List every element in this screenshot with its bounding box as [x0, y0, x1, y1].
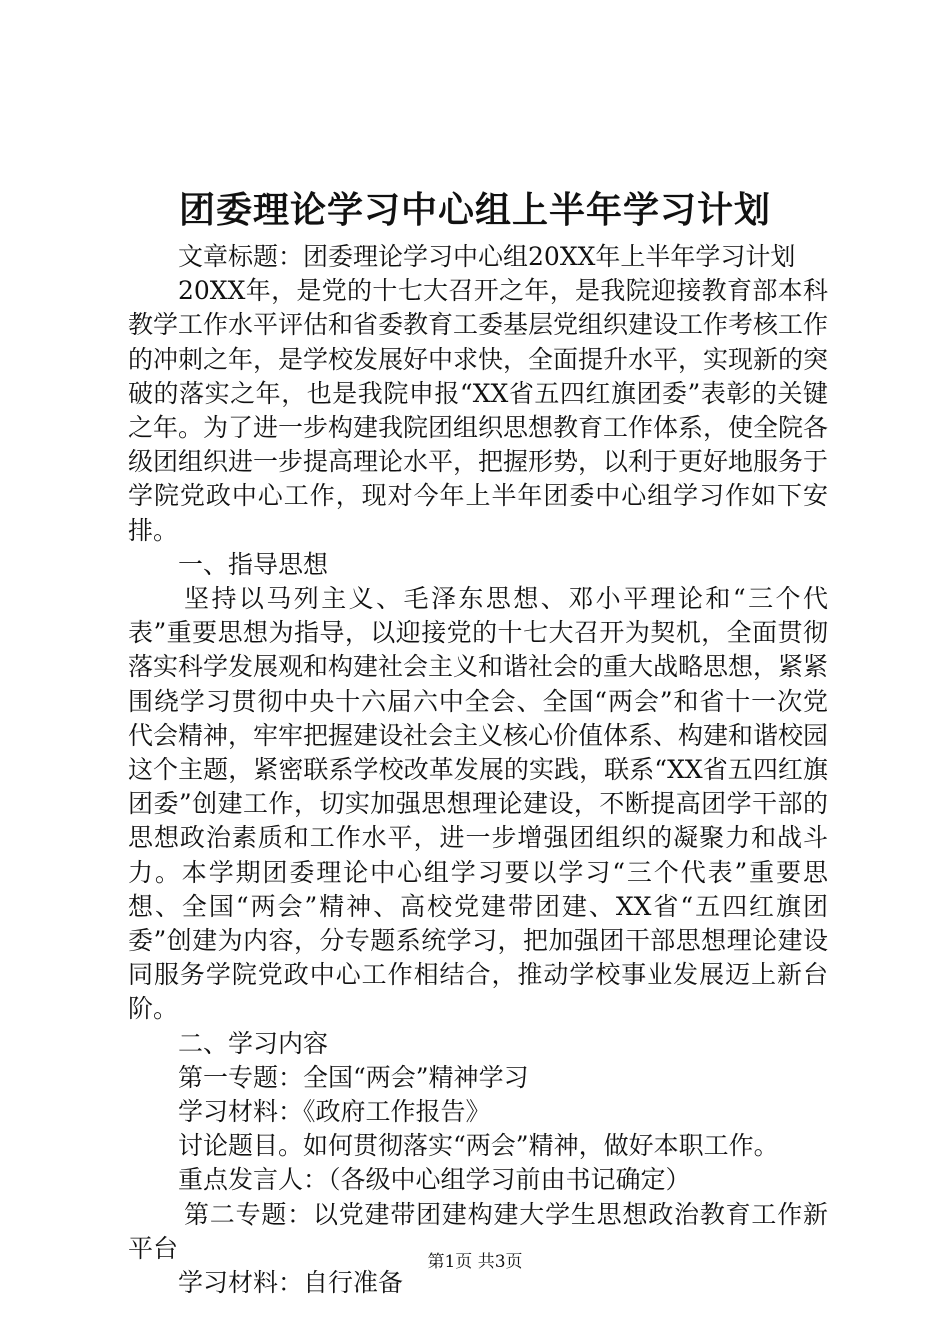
guiding-thought-paragraph: 坚持以马列主义、毛泽东思想、邓小平理论和“三个代表”重要思想为指导，以迎接党的十七大召开为契机，全面贯彻落实科学发展观和构建社会主义和谐社会的重大战略思想，紧紧围绕学习贯彻中央十六届六中全会、全国“两会”和省十一次党代会精神，牢牢把握建设社会主义核心价值体系、构建和谐校园这个主题，紧密联系学校改革发展的实践，联系“XX省五四红旗团委”创建工作，切实加强思想理论建设，不断提高团学干部的思想政治素质和工作水平，进一步增强团组织的凝聚力和战斗力。本学期团委理论中心组学习要以学习“三个代表”重要思想、全国“两会”精神、高校党建带团建、XX省“五四红旗团委”创建为内容，分专题系统学习，把加强团干部思想理论建设同服务学院党政中心工作相结合，推动学校事业发展迈上新台阶。: [128, 584, 829, 1024]
section-heading-guiding-thought: 一、指导思想: [178, 549, 329, 579]
document-title: 团委理论学习中心组上半年学习计划: [178, 189, 771, 231]
intro-paragraph: 20XX年，是党的十七大召开之年，是我院迎接教育部本科教学工作水平评估和省委教育工委基层党组织建设工作考核工作的冲刺之年，是学校发展好中求快，全面提升水平，实现新的突破的落实之年，也是我院申报“XX省五四红旗团委”表彰的关键之年。为了进一步构建我院团组织思想教育工作体系，使全院各级团组织进一步提高理论水平，把握形势，以利于更好地服务于学院党政中心工作，现对今年上半年团委中心组学习作如下安排。: [128, 276, 829, 545]
section-heading-study-content: 二、学习内容: [178, 1028, 329, 1058]
topic-1-line: 第一专题：全国“两会”精神学习: [178, 1062, 529, 1092]
topic-1-material: 学习材料：《政府工作报告》: [178, 1097, 491, 1127]
topic-1-speaker: 重点发言人：（各级中心组学习前由书记确定）: [178, 1165, 691, 1195]
topic-2-material: 学习材料：自行准备: [178, 1268, 404, 1298]
document-body: [128, 240, 828, 1300]
page-footer: 第1页 共3页: [427, 1252, 523, 1272]
topic-1-discussion: 讨论题目。如何贯彻落实“两会”精神，做好本职工作。: [178, 1131, 779, 1161]
article-title-line: 文章标题：团委理论学习中心组20XX年上半年学习计划: [178, 242, 796, 271]
topic-2-line: 第二专题：以党建带团建构建大学生思想政治教育工作新平台: [128, 1199, 828, 1263]
